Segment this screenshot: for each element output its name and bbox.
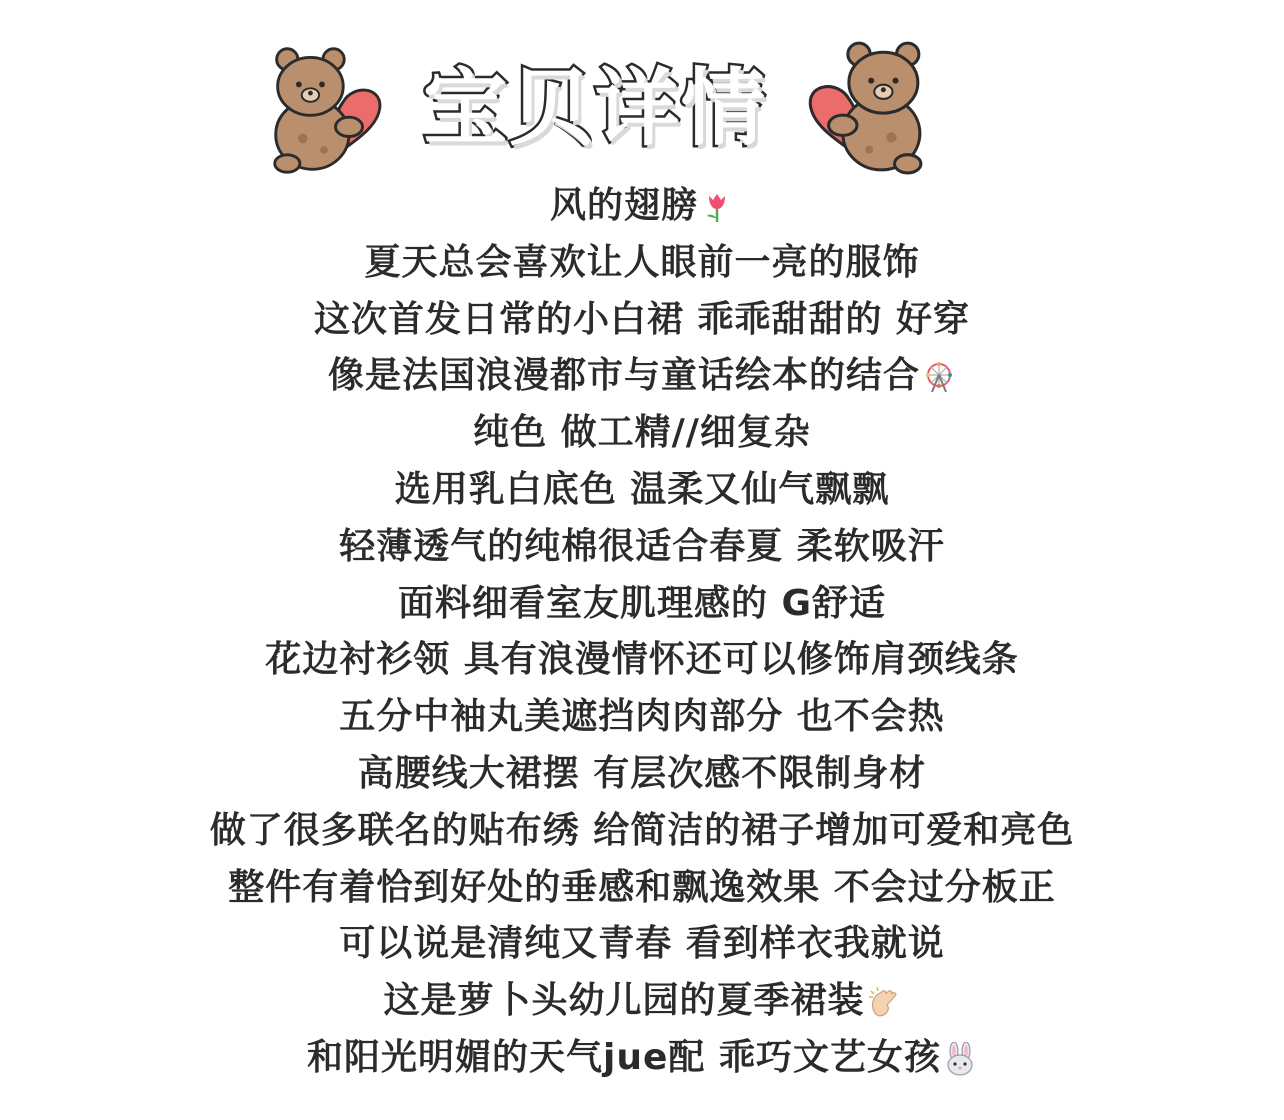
line-text: 五分中袖丸美遮挡肉肉部分 也不会热 bbox=[339, 696, 945, 738]
description-line bbox=[0, 405, 1284, 462]
line-text: 这次首发日常的小白裙 乖乖甜甜的 好穿 bbox=[313, 298, 971, 340]
header bbox=[0, 28, 1284, 178]
page-title: 宝贝详情 bbox=[422, 59, 767, 157]
description-line bbox=[0, 292, 1284, 349]
line-text: 可以说是清纯又青春 看到样衣我就说 bbox=[339, 923, 945, 965]
description-line bbox=[0, 462, 1284, 519]
bear-with-heart-icon bbox=[268, 42, 403, 177]
description-line bbox=[0, 860, 1284, 917]
line-text: 和阳光明媚的天气jue配 乖巧文艺女孩 bbox=[307, 1036, 941, 1078]
description-line bbox=[0, 519, 1284, 576]
line-text: 纯色 做工精//细复杂 bbox=[473, 412, 811, 454]
line-text: 这是萝卜头幼儿园的夏季裙装 bbox=[383, 980, 865, 1022]
line-text: 整件有着恰到好处的垂感和飘逸效果 不会过分板正 bbox=[228, 866, 1056, 908]
clapping-hands-icon bbox=[867, 985, 901, 1019]
line-text: 像是法国浪漫都市与童话绘本的结合 bbox=[327, 355, 920, 397]
bear-with-heart-icon bbox=[786, 36, 928, 178]
description-lines bbox=[0, 178, 1284, 1087]
description-line bbox=[0, 1030, 1284, 1087]
description-line bbox=[0, 235, 1284, 292]
line-text: 风的翅膀 bbox=[549, 185, 698, 226]
description-line bbox=[0, 348, 1284, 405]
description-line bbox=[0, 689, 1284, 746]
description-line bbox=[0, 178, 1284, 235]
tulip-icon bbox=[700, 190, 734, 224]
rabbit-face-icon bbox=[943, 1042, 977, 1076]
line-text: 面料细看室友肌理感的 G舒适 bbox=[397, 582, 887, 624]
description-line bbox=[0, 803, 1284, 860]
line-text: 花边衬衫领 具有浪漫情怀还可以修饰肩颈线条 bbox=[265, 639, 1019, 681]
line-text: 高腰线大裙摆 有层次感不限制身材 bbox=[357, 752, 927, 794]
ferris-wheel-icon bbox=[922, 360, 956, 394]
description-line bbox=[0, 916, 1284, 973]
description-line bbox=[0, 973, 1284, 1030]
description-line bbox=[0, 576, 1284, 633]
line-text: 选用乳白底色 温柔又仙气飘飘 bbox=[394, 468, 890, 510]
description-line bbox=[0, 746, 1284, 803]
line-text: 夏天总会喜欢让人眼前一亮的服饰 bbox=[364, 241, 920, 283]
line-text: 轻薄透气的纯棉很适合春夏 柔软吸汗 bbox=[339, 525, 945, 567]
description-line bbox=[0, 632, 1284, 689]
line-text: 做了很多联名的贴布绣 给简洁的裙子增加可爱和亮色 bbox=[209, 809, 1075, 851]
